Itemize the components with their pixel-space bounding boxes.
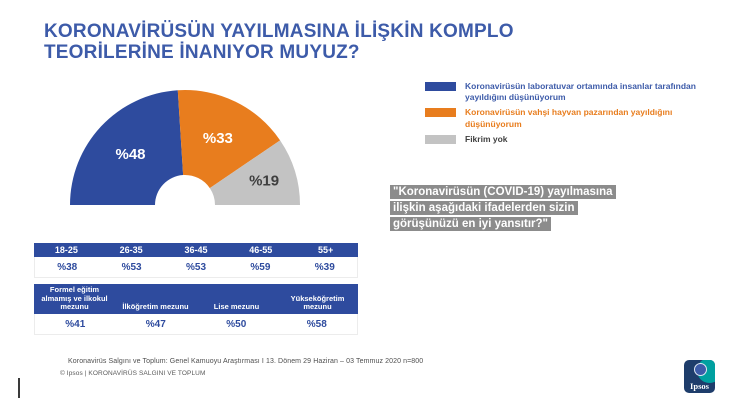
ipsos-logo-text: Ipsos (690, 381, 709, 391)
cursor-artifact (18, 378, 20, 398)
legend-label: Koronavirüsün laboratuvar ortamında insanlar tarafından yayıldığını düşünüyorum (465, 81, 696, 103)
education-value-cell: %58 (306, 319, 327, 330)
age-column-header: 26-35 (119, 245, 143, 255)
age-value-cell: %38 (57, 262, 78, 273)
donut-slice-label: %33 (202, 129, 233, 147)
survey-question-quote (390, 184, 628, 232)
source-note: Koronavirüs Salgını ve Toplum: Genel Kamuoyu Araştırması I 13. Dönem 29 Haziran – 03 Temmuz 2020 n=800 (68, 358, 424, 365)
legend-item-2 (425, 107, 727, 129)
education-column-header: Formel eğitim almamış ve ilkokul mezunu (41, 285, 108, 312)
age-column-header: 18-25 (54, 245, 78, 255)
ipsos-logo (684, 360, 715, 393)
education-value-cell: %50 (226, 319, 247, 330)
education-table-values (34, 314, 358, 335)
education-value-cell: %41 (65, 319, 86, 330)
age-column-header: 46-55 (249, 245, 273, 255)
education-table-header (34, 284, 358, 314)
age-column-header: 55+ (317, 245, 334, 255)
legend-swatch-icon (425, 82, 456, 91)
age-table-header (34, 243, 358, 257)
age-column-header: 36-45 (184, 245, 208, 255)
age-value-cell: %53 (185, 262, 206, 273)
legend-label: Koronavirüsün vahşi hayvan pazarından yayıldığını düşünüyorum (465, 107, 673, 129)
age-breakdown-table (34, 243, 358, 278)
age-value-cell: %53 (121, 262, 142, 273)
donut-slice-label: %48 (115, 145, 146, 163)
legend-item-3 (425, 134, 727, 145)
education-column-header: İlköğretim mezunu (122, 302, 189, 312)
age-table-values (34, 257, 358, 278)
legend-label: Fikrim yok (465, 133, 508, 144)
logo-dot-shape (694, 363, 707, 376)
legend-swatch-icon (425, 108, 456, 117)
copyright-note: © Ipsos | KORONAVİRÜS SALGINI VE TOPLUM (60, 370, 206, 377)
survey-question-text: "Koronavirüsün (COVID-19) yayılmasına ilişkin aşağıdaki ifadelerden sizin görüşünüzü en iyi yansıtır?" (390, 185, 616, 231)
chart-legend (425, 81, 727, 149)
age-value-cell: %39 (314, 262, 335, 273)
page-title: KORONAVİRÜSÜN YAYILMASINA İLİŞKİN KOMPLO TEORİLERİNE İNANIYOR MUYUZ? (44, 21, 514, 64)
half-donut-chart (60, 80, 310, 210)
donut-slice-label: %19 (249, 172, 280, 190)
education-column-header: Lise mezunu (213, 302, 260, 312)
legend-item-1 (425, 81, 727, 103)
education-column-header: Yükseköğretim mezunu (290, 293, 345, 312)
education-value-cell: %47 (145, 319, 166, 330)
age-value-cell: %59 (250, 262, 271, 273)
legend-swatch-icon (425, 135, 456, 144)
education-breakdown-table (34, 284, 358, 335)
